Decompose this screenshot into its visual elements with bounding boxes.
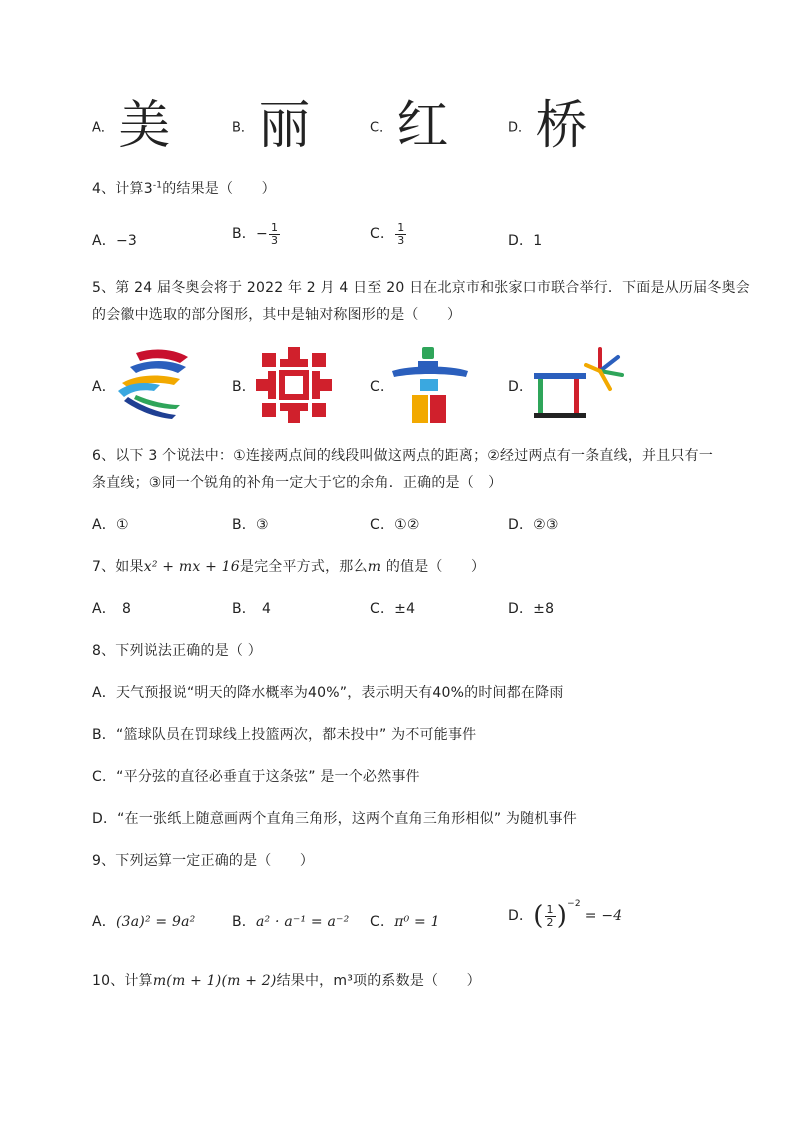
q8-option-b: B．“篮球队员在罚球线上投篮两次，都未投中” 为不可能事件 <box>92 727 477 743</box>
q6-option-b: B．③ <box>232 517 269 533</box>
math-expression: = −4 <box>584 908 623 924</box>
left-paren-icon: ( <box>533 901 544 931</box>
option-letter: C． <box>370 226 395 243</box>
q4-option-d <box>508 230 542 250</box>
option-value: 8 <box>121 601 132 617</box>
option-character: 桥 <box>535 96 588 156</box>
q5-option-d-letter: D． <box>508 379 534 395</box>
q5-option-a-letter: A． <box>92 379 116 395</box>
option-letter: C． <box>370 120 393 136</box>
option-letter: A． <box>92 601 116 617</box>
emblem-c-inukshuk-image <box>390 345 470 425</box>
option-letter: B． <box>232 601 257 617</box>
q10-stem-part: 10、计算 <box>92 973 153 989</box>
q5-stem-line1: 5、第 24 届冬奥会将于 2022 年 2 月 4 日至 20 日在北京市和张家口市联合举行．下面是从历届冬奥会 <box>92 280 750 296</box>
option-letter: B． <box>232 120 254 136</box>
q5-stem-line2: 的会徽中选取的部分图形，其中是轴对称图形的是（ ） <box>92 307 462 323</box>
option-letter: B． <box>232 226 257 243</box>
q7-stem-part: 是完全平方式，那么 <box>239 559 368 575</box>
q4-stem-part: 4、计算3 <box>92 181 153 197</box>
q8-option-a: A．天气预报说“明天的降水概率为40%”，表示明天有40%的时间都在降雨 <box>92 685 564 701</box>
q4-option-b <box>232 222 281 246</box>
q6-option-c: C．①② <box>370 517 420 533</box>
option-value: 1 <box>533 233 543 249</box>
q6-option-a: A．① <box>92 517 129 533</box>
math-expression: m(m + 1)(m + 2) <box>152 973 277 989</box>
math-variable: m <box>367 559 382 575</box>
q7-option-a <box>92 598 131 618</box>
option-character: 美 <box>118 96 171 156</box>
option-letter: C． <box>370 914 395 930</box>
q9-option-a <box>92 911 195 931</box>
q4-option-c <box>370 222 407 246</box>
denominator: 3 <box>270 233 279 247</box>
exponent: -1 <box>152 180 163 191</box>
q5-option-b-letter: B． <box>232 379 257 395</box>
q10-stem-part: 结果中，m³项的系数是（ ） <box>276 973 481 989</box>
q5-option-c-letter: C． <box>370 379 395 395</box>
fraction <box>269 222 280 246</box>
option-value: −3 <box>115 233 138 249</box>
numerator: 1 <box>270 221 279 234</box>
q6-stem-line2: 条直线；③同一个锐角的补角一定大于它的余角．正确的是（ ） <box>92 475 503 491</box>
q8-stem: 8、下列说法正确的是（ ） <box>92 643 262 659</box>
denominator: 2 <box>546 915 554 929</box>
q8-option-d: D．“在一张纸上随意画两个直角三角形，这两个直角三角形相似” 为随机事件 <box>92 811 577 827</box>
q6-stem-line1: 6、以下 3 个说法中：①连接两点间的线段叫做这两点的距离；②经过两点有一条直线，并且只有一 <box>92 448 714 464</box>
option-letter: A． <box>92 120 114 136</box>
emblem-d-sticks-image <box>530 345 630 421</box>
fraction <box>395 222 406 246</box>
q7-option-b <box>232 598 271 618</box>
q4-stem <box>92 178 276 198</box>
numerator: 1 <box>397 221 405 234</box>
option-letter: D． <box>508 233 534 249</box>
exponent: −2 <box>567 899 581 909</box>
q4-option-a <box>92 230 137 250</box>
q9-option-b <box>232 911 349 931</box>
option-character: 红 <box>396 96 449 156</box>
q3-option-b <box>232 96 311 156</box>
q9-option-c <box>370 911 440 931</box>
math-expression: (3a)² = 9a² <box>115 914 196 930</box>
q7-option-c: C．±4 <box>370 601 416 617</box>
emblem-b-snowflake-image <box>254 345 334 425</box>
q8-option-c: C．“平分弦的直径必垂直于这条弦” 是一个必然事件 <box>92 769 420 785</box>
q4-stem-part: 的结果是（ ） <box>162 181 276 197</box>
option-letter: A． <box>92 233 116 249</box>
option-character: 丽 <box>258 96 311 156</box>
q7-option-d: D．±8 <box>508 601 555 617</box>
q3-option-d <box>508 96 588 156</box>
fraction <box>545 904 556 928</box>
math-expression: a² · a⁻¹ = a⁻² <box>256 914 350 930</box>
math-expression: π⁰ = 1 <box>394 914 440 930</box>
q7-stem-part: 的值是（ ） <box>381 559 486 575</box>
q9-stem: 9、下列运算一定正确的是（ ） <box>92 853 315 869</box>
q3-option-a <box>92 96 171 156</box>
option-letter: B． <box>232 914 257 930</box>
minus-sign: − <box>256 226 268 243</box>
option-letter: A． <box>92 914 116 930</box>
q7-stem <box>92 556 485 576</box>
q10-stem <box>92 970 481 990</box>
q9-option-d <box>508 899 622 931</box>
denominator: 3 <box>397 233 405 247</box>
option-letter: D． <box>508 120 532 136</box>
right-paren-icon: ) <box>556 901 568 931</box>
math-expression: x² + mx + 16 <box>143 559 240 575</box>
option-letter: D． <box>508 908 534 924</box>
q7-stem-part: 7、如果 <box>92 559 144 575</box>
option-value: 4 <box>262 601 272 617</box>
emblem-a-ribbon-image <box>114 345 194 421</box>
q3-option-c <box>370 96 449 156</box>
numerator: 1 <box>546 902 554 916</box>
q6-option-d: D．②③ <box>508 517 559 533</box>
